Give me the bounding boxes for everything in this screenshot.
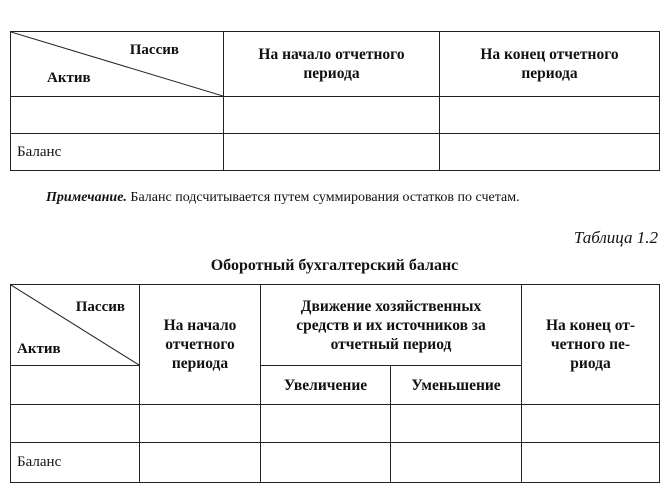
note-lead: Примечание. bbox=[46, 190, 127, 205]
row-balance-label: Баланс bbox=[11, 443, 140, 483]
header-decrease: Уменьшение bbox=[391, 366, 522, 405]
table-cell bbox=[11, 97, 224, 134]
diagonal-header-cell bbox=[11, 32, 224, 97]
header-start-period: На начало отчетного периода bbox=[224, 32, 440, 97]
table-number: Таблица 1.2 bbox=[573, 228, 658, 247]
table-cell bbox=[391, 405, 522, 443]
table-cell bbox=[440, 97, 660, 134]
header-active: Актив bbox=[17, 341, 61, 357]
table-cell bbox=[522, 405, 660, 443]
header-movement: Движение хозяйственных средств и их источников за отчетный период bbox=[261, 285, 522, 366]
note bbox=[46, 190, 520, 206]
header-start-period: На начало отчетного периода bbox=[140, 285, 261, 405]
table-cell bbox=[261, 443, 391, 483]
header-end-period: На конец отчетного периода bbox=[440, 32, 660, 97]
table-cell bbox=[140, 443, 261, 483]
table-cell bbox=[11, 405, 140, 443]
header-passive: Пассив bbox=[75, 299, 125, 315]
table-cell bbox=[391, 443, 522, 483]
balance-table bbox=[10, 31, 660, 171]
table-cell bbox=[140, 405, 261, 443]
diagonal-header-cell bbox=[11, 285, 140, 366]
table-cell bbox=[522, 443, 660, 483]
header-active: Актив bbox=[47, 70, 91, 86]
table-cell bbox=[224, 134, 440, 171]
header-passive: Пассив bbox=[129, 42, 179, 58]
table-cell bbox=[11, 366, 140, 405]
turnover-balance-table bbox=[10, 284, 660, 483]
header-increase: Увеличение bbox=[261, 366, 391, 405]
table-cell bbox=[440, 134, 660, 171]
row-balance-label: Баланс bbox=[11, 134, 224, 171]
table-cell bbox=[224, 97, 440, 134]
table-cell bbox=[261, 405, 391, 443]
note-text: Баланс подсчитывается путем суммирования остатков по счетам. bbox=[126, 190, 520, 205]
table-title: Оборотный бухгалтерский баланс bbox=[210, 257, 459, 274]
header-end-period: На конец от-четного пе-риода bbox=[522, 285, 660, 405]
diagonal-divider bbox=[11, 32, 223, 96]
